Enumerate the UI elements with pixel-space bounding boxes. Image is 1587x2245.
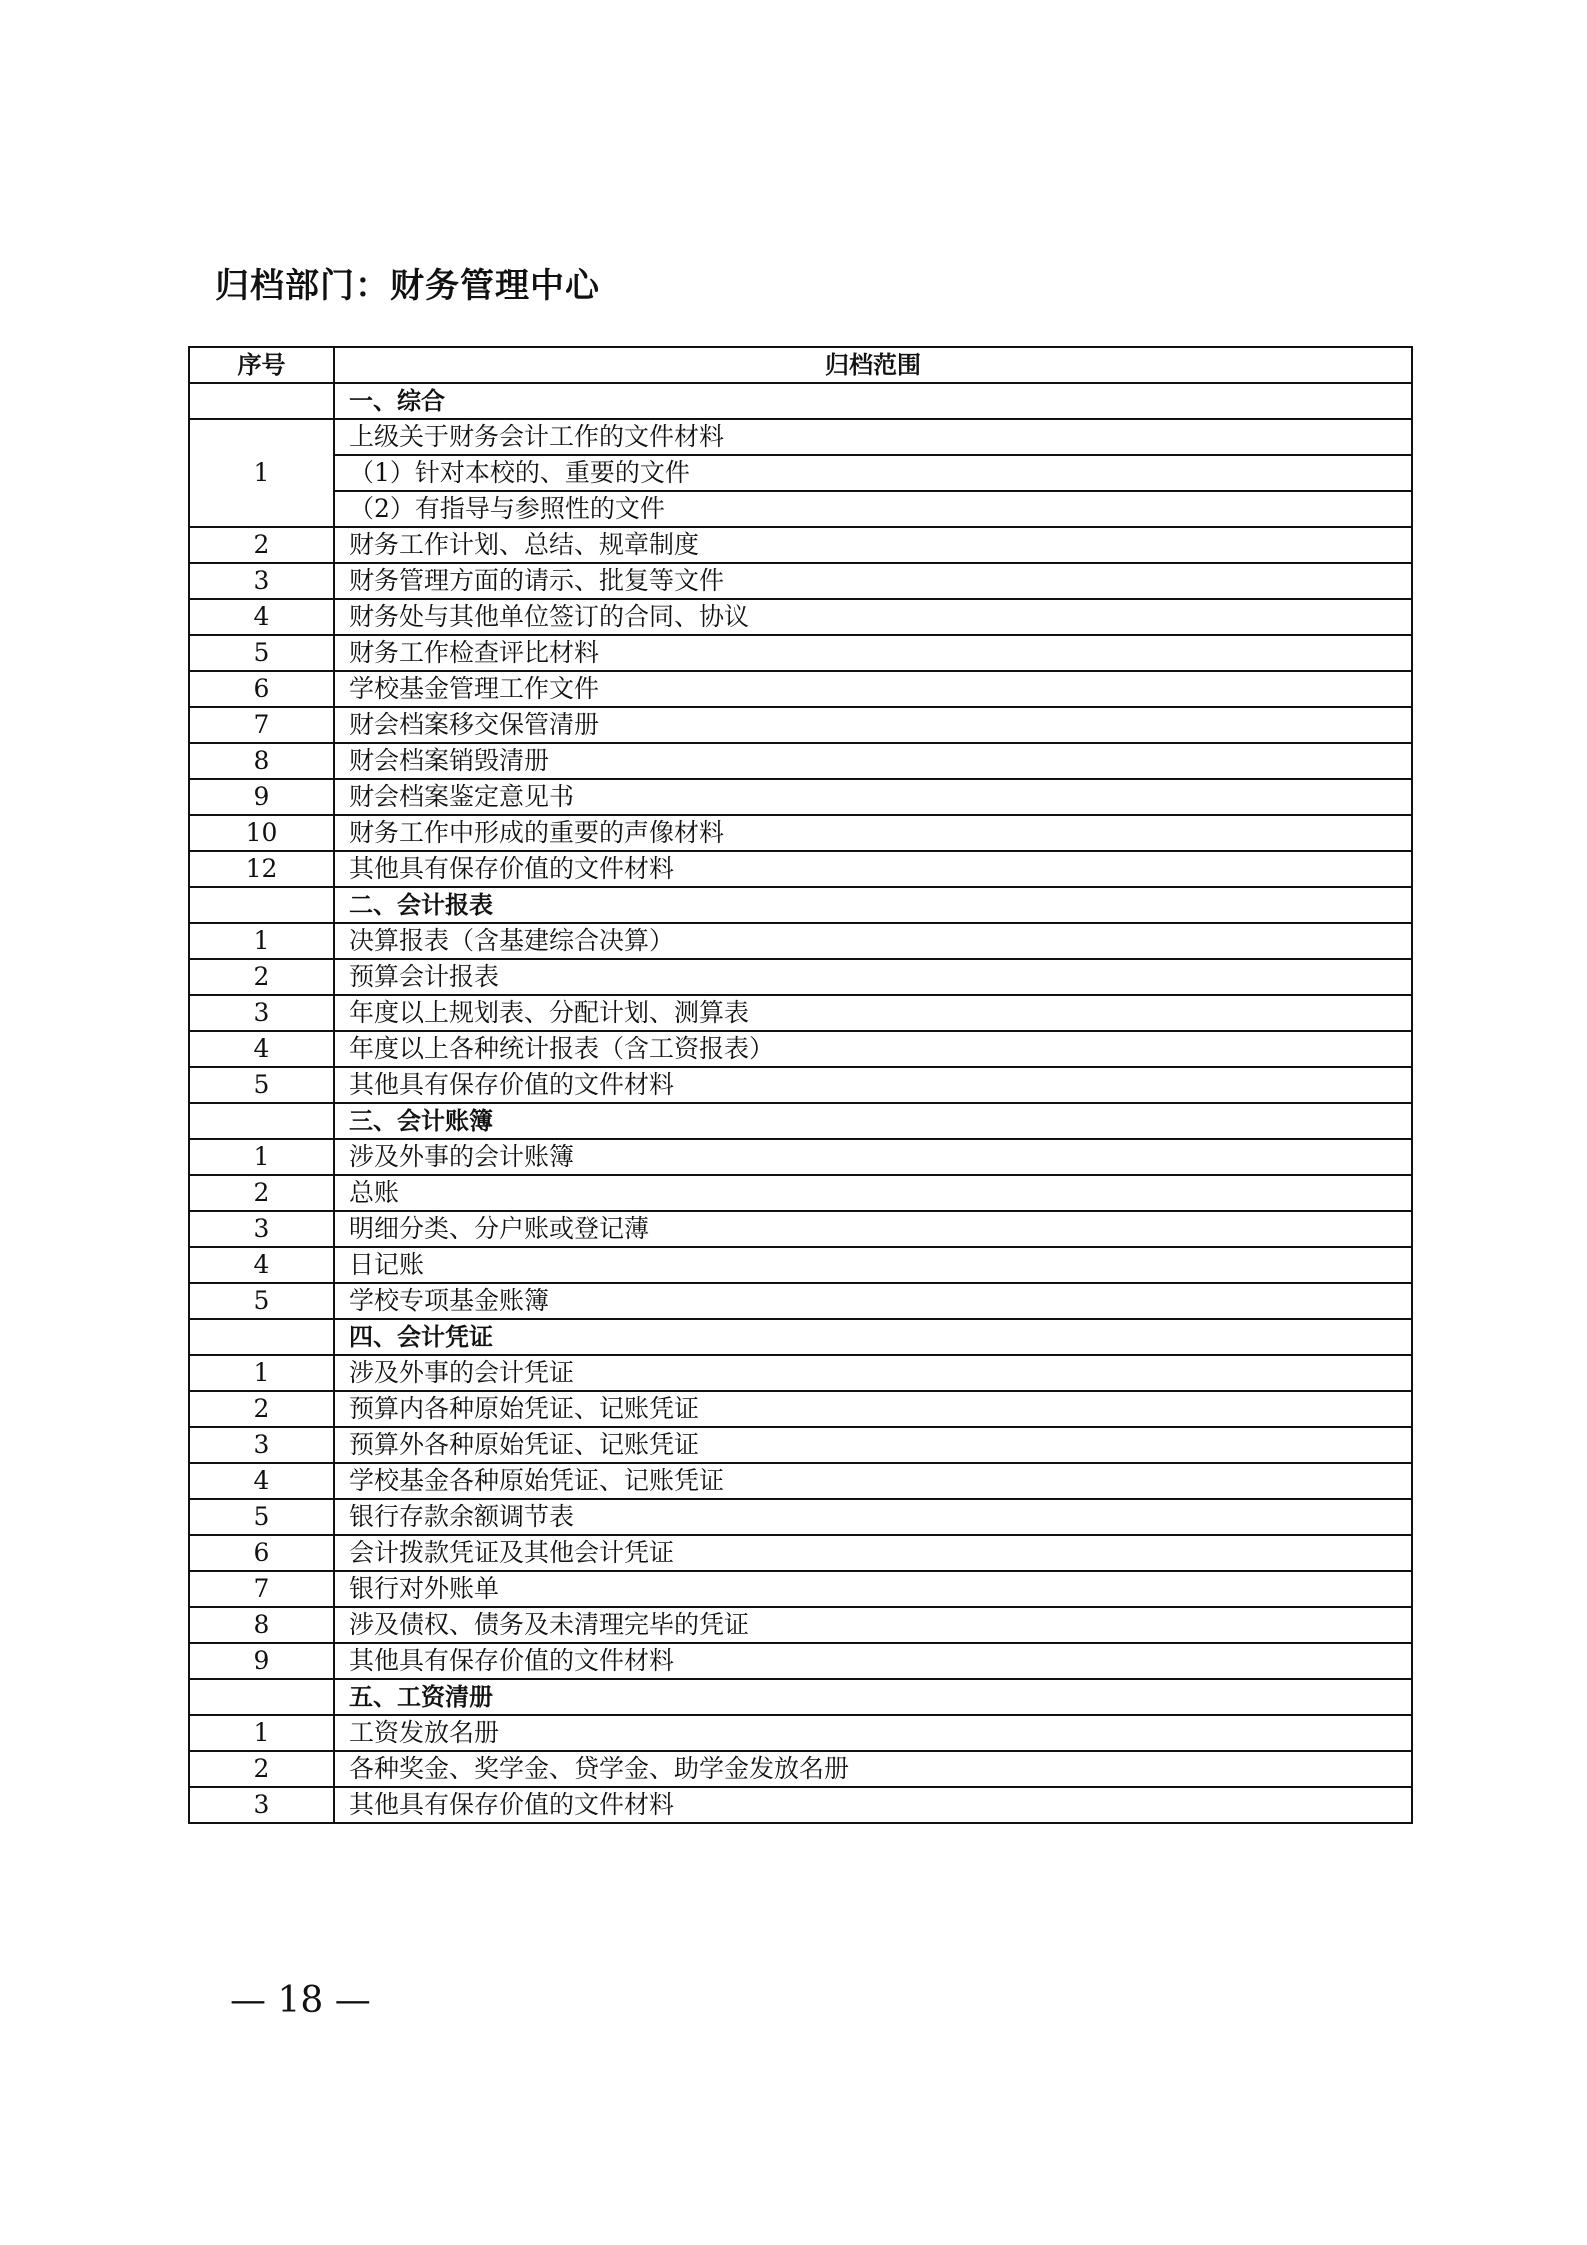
scope-text: 预算会计报表 — [334, 959, 1412, 995]
row-number: 9 — [189, 1643, 334, 1679]
table-row — [189, 1787, 1412, 1823]
scope-text: 各种奖金、奖学金、贷学金、助学金发放名册 — [334, 1751, 1412, 1787]
row-number: 1 — [189, 1139, 334, 1175]
table-row — [189, 1751, 1412, 1787]
section-row — [189, 1103, 1412, 1139]
table-row — [189, 851, 1412, 887]
section-row — [189, 1679, 1412, 1715]
row-number: 2 — [189, 527, 334, 563]
scope-text: 财会档案移交保管清册 — [334, 707, 1412, 743]
scope-text: 预算内各种原始凭证、记账凭证 — [334, 1391, 1412, 1427]
scope-text: 总账 — [334, 1175, 1412, 1211]
scope-text: 财务工作计划、总结、规章制度 — [334, 527, 1412, 563]
row-number: 3 — [189, 995, 334, 1031]
scope-text: 年度以上规划表、分配计划、测算表 — [334, 995, 1412, 1031]
table-row — [189, 635, 1412, 671]
row-number: 2 — [189, 1391, 334, 1427]
row-number: 4 — [189, 1463, 334, 1499]
scope-text: 财务工作中形成的重要的声像材料 — [334, 815, 1412, 851]
scope-text: 其他具有保存价值的文件材料 — [334, 1787, 1412, 1823]
row-number: 12 — [189, 851, 334, 887]
table-row — [189, 995, 1412, 1031]
row-number: 4 — [189, 1031, 334, 1067]
scope-text: 涉及外事的会计凭证 — [334, 1355, 1412, 1391]
scope-text: 财务管理方面的请示、批复等文件 — [334, 563, 1412, 599]
row-number: 3 — [189, 1211, 334, 1247]
scope-text: 日记账 — [334, 1247, 1412, 1283]
table-row — [189, 1175, 1412, 1211]
table-row — [189, 743, 1412, 779]
table-row — [189, 779, 1412, 815]
section-title: 三、会计账簿 — [334, 1103, 1412, 1139]
row-number — [189, 1679, 334, 1715]
scope-text: 银行对外账单 — [334, 1571, 1412, 1607]
scope-text: 其他具有保存价值的文件材料 — [334, 1067, 1412, 1103]
scope-text: 学校专项基金账簿 — [334, 1283, 1412, 1319]
scope-text: （1）针对本校的、重要的文件 — [334, 455, 1412, 491]
section-title: 四、会计凭证 — [334, 1319, 1412, 1355]
table-row — [189, 1463, 1412, 1499]
row-number — [189, 1103, 334, 1139]
scope-text: 决算报表（含基建综合决算） — [334, 923, 1412, 959]
row-number — [189, 887, 334, 923]
section-title: 五、工资清册 — [334, 1679, 1412, 1715]
row-number: 10 — [189, 815, 334, 851]
table-body — [189, 383, 1412, 1823]
scope-text: （2）有指导与参照性的文件 — [334, 491, 1412, 527]
table-row — [189, 1607, 1412, 1643]
table-row — [189, 1571, 1412, 1607]
row-number: 8 — [189, 1607, 334, 1643]
scope-text: 涉及外事的会计账簿 — [334, 1139, 1412, 1175]
table-header-row — [189, 347, 1412, 383]
table-row — [189, 923, 1412, 959]
row-number: 1 — [189, 1355, 334, 1391]
table-row — [189, 1535, 1412, 1571]
table-row — [189, 1643, 1412, 1679]
row-number: 5 — [189, 1499, 334, 1535]
row-number: 5 — [189, 635, 334, 671]
row-number: 3 — [189, 1427, 334, 1463]
scope-text: 上级关于财务会计工作的文件材料 — [334, 419, 1412, 455]
row-number: 5 — [189, 1067, 334, 1103]
table-row — [189, 959, 1412, 995]
table-row — [189, 563, 1412, 599]
table-row — [189, 1391, 1412, 1427]
table-row — [189, 455, 1412, 491]
scope-text: 工资发放名册 — [334, 1715, 1412, 1751]
row-number: 4 — [189, 599, 334, 635]
table-row — [189, 599, 1412, 635]
table-row — [189, 815, 1412, 851]
section-title: 二、会计报表 — [334, 887, 1412, 923]
row-number: 6 — [189, 1535, 334, 1571]
scope-text: 年度以上各种统计报表（含工资报表） — [334, 1031, 1412, 1067]
row-number — [189, 1319, 334, 1355]
table-row — [189, 1427, 1412, 1463]
section-row — [189, 1319, 1412, 1355]
table-row — [189, 1247, 1412, 1283]
row-number: 1 — [189, 1715, 334, 1751]
table-row — [189, 1211, 1412, 1247]
scope-text: 学校基金各种原始凭证、记账凭证 — [334, 1463, 1412, 1499]
table-row — [189, 1139, 1412, 1175]
table-row — [189, 1499, 1412, 1535]
row-number — [189, 383, 334, 419]
header-scope: 归档范围 — [334, 347, 1412, 383]
table-row — [189, 1355, 1412, 1391]
row-number: 9 — [189, 779, 334, 815]
row-number: 7 — [189, 1571, 334, 1607]
scope-text: 财会档案销毁清册 — [334, 743, 1412, 779]
scope-text: 其他具有保存价值的文件材料 — [334, 851, 1412, 887]
scope-text: 学校基金管理工作文件 — [334, 671, 1412, 707]
row-number: 6 — [189, 671, 334, 707]
archive-scope-table — [188, 346, 1413, 1824]
scope-text: 涉及债权、债务及未清理完毕的凭证 — [334, 1607, 1412, 1643]
table-row — [189, 491, 1412, 527]
scope-text: 明细分类、分户账或登记薄 — [334, 1211, 1412, 1247]
section-row — [189, 887, 1412, 923]
page-title: 归档部门：财务管理中心 — [215, 266, 600, 306]
scope-text: 财会档案鉴定意见书 — [334, 779, 1412, 815]
row-number: 8 — [189, 743, 334, 779]
table-row — [189, 1031, 1412, 1067]
table-row — [189, 527, 1412, 563]
row-number: 2 — [189, 1175, 334, 1211]
row-number: 3 — [189, 563, 334, 599]
table-row — [189, 1067, 1412, 1103]
scope-text: 财务处与其他单位签订的合同、协议 — [334, 599, 1412, 635]
table-row — [189, 1283, 1412, 1319]
row-number: 7 — [189, 707, 334, 743]
table-row — [189, 1715, 1412, 1751]
table-row — [189, 671, 1412, 707]
table-row — [189, 419, 1412, 455]
row-number: 2 — [189, 959, 334, 995]
row-number: 1 — [189, 419, 334, 527]
scope-text: 会计拨款凭证及其他会计凭证 — [334, 1535, 1412, 1571]
section-title: 一、综合 — [334, 383, 1412, 419]
scope-text: 财务工作检查评比材料 — [334, 635, 1412, 671]
row-number: 4 — [189, 1247, 334, 1283]
scope-text: 银行存款余额调节表 — [334, 1499, 1412, 1535]
row-number: 5 — [189, 1283, 334, 1319]
header-no: 序号 — [189, 347, 334, 383]
section-row — [189, 383, 1412, 419]
scope-text: 预算外各种原始凭证、记账凭证 — [334, 1427, 1412, 1463]
row-number: 3 — [189, 1787, 334, 1823]
table-row — [189, 707, 1412, 743]
row-number: 2 — [189, 1751, 334, 1787]
scope-text: 其他具有保存价值的文件材料 — [334, 1643, 1412, 1679]
page-number: — 18 — — [230, 1980, 371, 2021]
row-number: 1 — [189, 923, 334, 959]
